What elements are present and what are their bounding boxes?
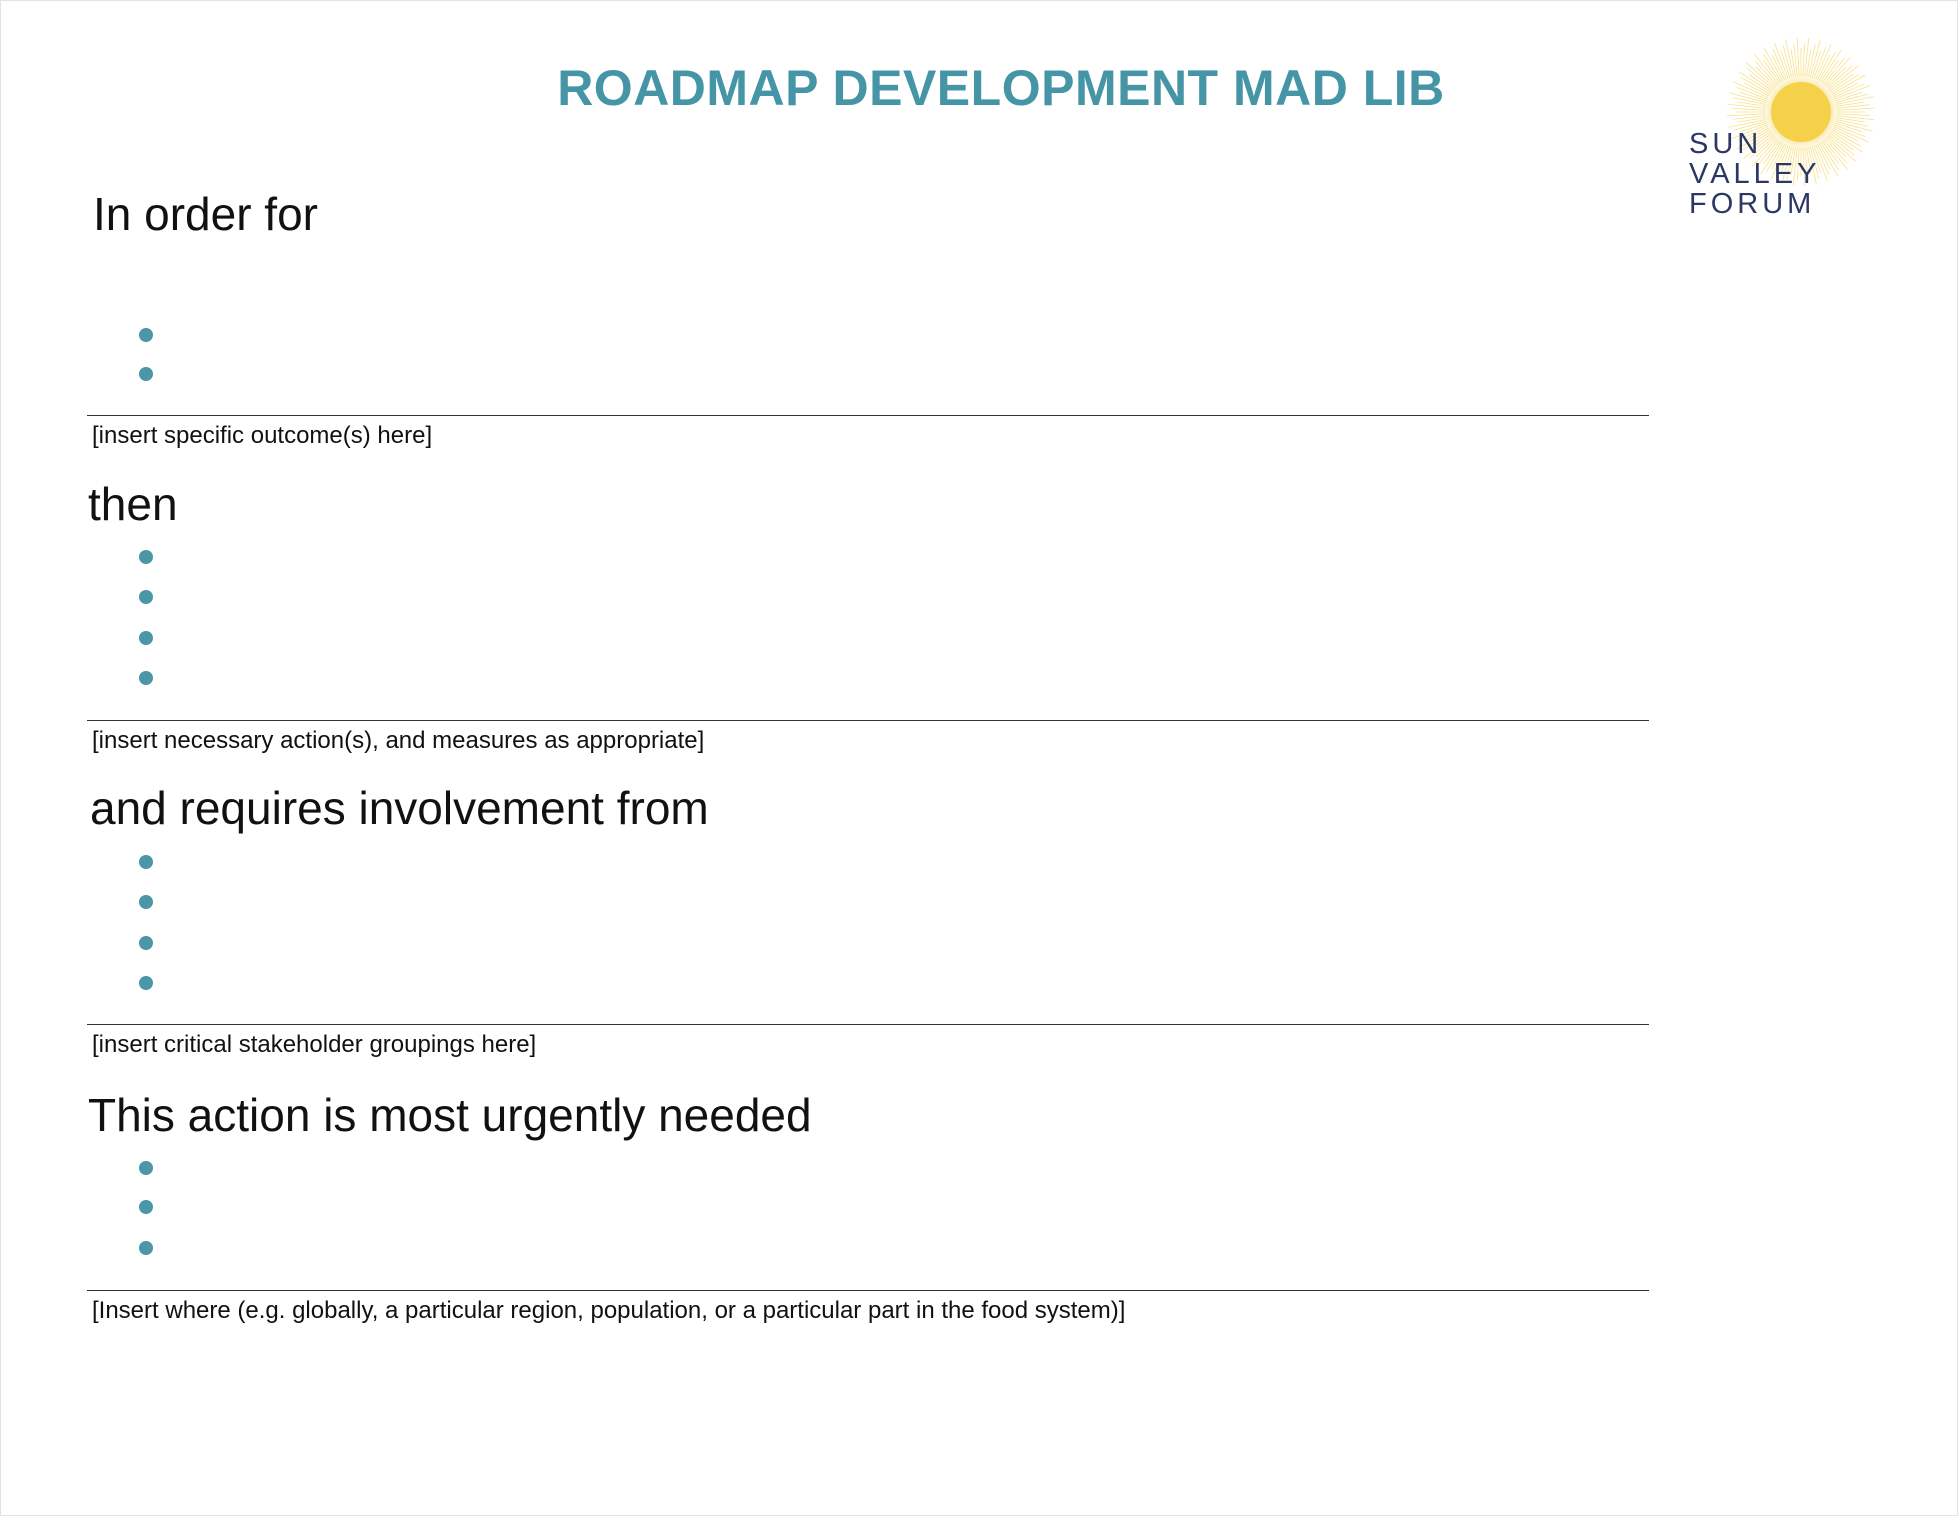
answer-line[interactable]	[87, 1290, 1649, 1291]
section-hint-outcome: [insert specific outcome(s) here]	[92, 422, 433, 449]
bullet	[139, 936, 153, 950]
sun-valley-forum-logo	[1681, 37, 1891, 237]
bullet	[139, 1241, 153, 1255]
bullet	[139, 1161, 153, 1175]
bullet	[139, 550, 153, 564]
bullet	[139, 976, 153, 990]
bullet	[139, 671, 153, 685]
bullet	[139, 367, 153, 381]
page-title: ROADMAP DEVELOPMENT MAD LIB	[557, 60, 1445, 116]
bullet	[139, 855, 153, 869]
bullet	[139, 590, 153, 604]
bullet	[139, 1200, 153, 1214]
logo-line-3: FORUM	[1689, 188, 1816, 220]
answer-line[interactable]	[87, 415, 1649, 416]
logo-wordmark	[1689, 129, 1820, 219]
logo-line-1: SUN	[1689, 128, 1763, 160]
bullet	[139, 328, 153, 342]
bullet	[139, 895, 153, 909]
section-hint-where: [Insert where (e.g. globally, a particular region, population, or a particular part in the food system)]	[92, 1297, 1126, 1324]
answer-line[interactable]	[87, 1024, 1649, 1025]
section-heading-then: then	[88, 478, 178, 530]
section-hint-actions: [insert necessary action(s), and measures as appropriate]	[92, 727, 705, 754]
logo-line-2: VALLEY	[1689, 158, 1821, 190]
section-hint-stakeholders: [insert critical stakeholder groupings here]	[92, 1031, 537, 1058]
answer-line[interactable]	[87, 720, 1649, 721]
bullet	[139, 631, 153, 645]
section-heading-outcome: In order for	[93, 188, 318, 240]
section-heading-urgency: This action is most urgently needed	[88, 1089, 812, 1141]
section-heading-involvement: and requires involvement from	[90, 782, 709, 834]
